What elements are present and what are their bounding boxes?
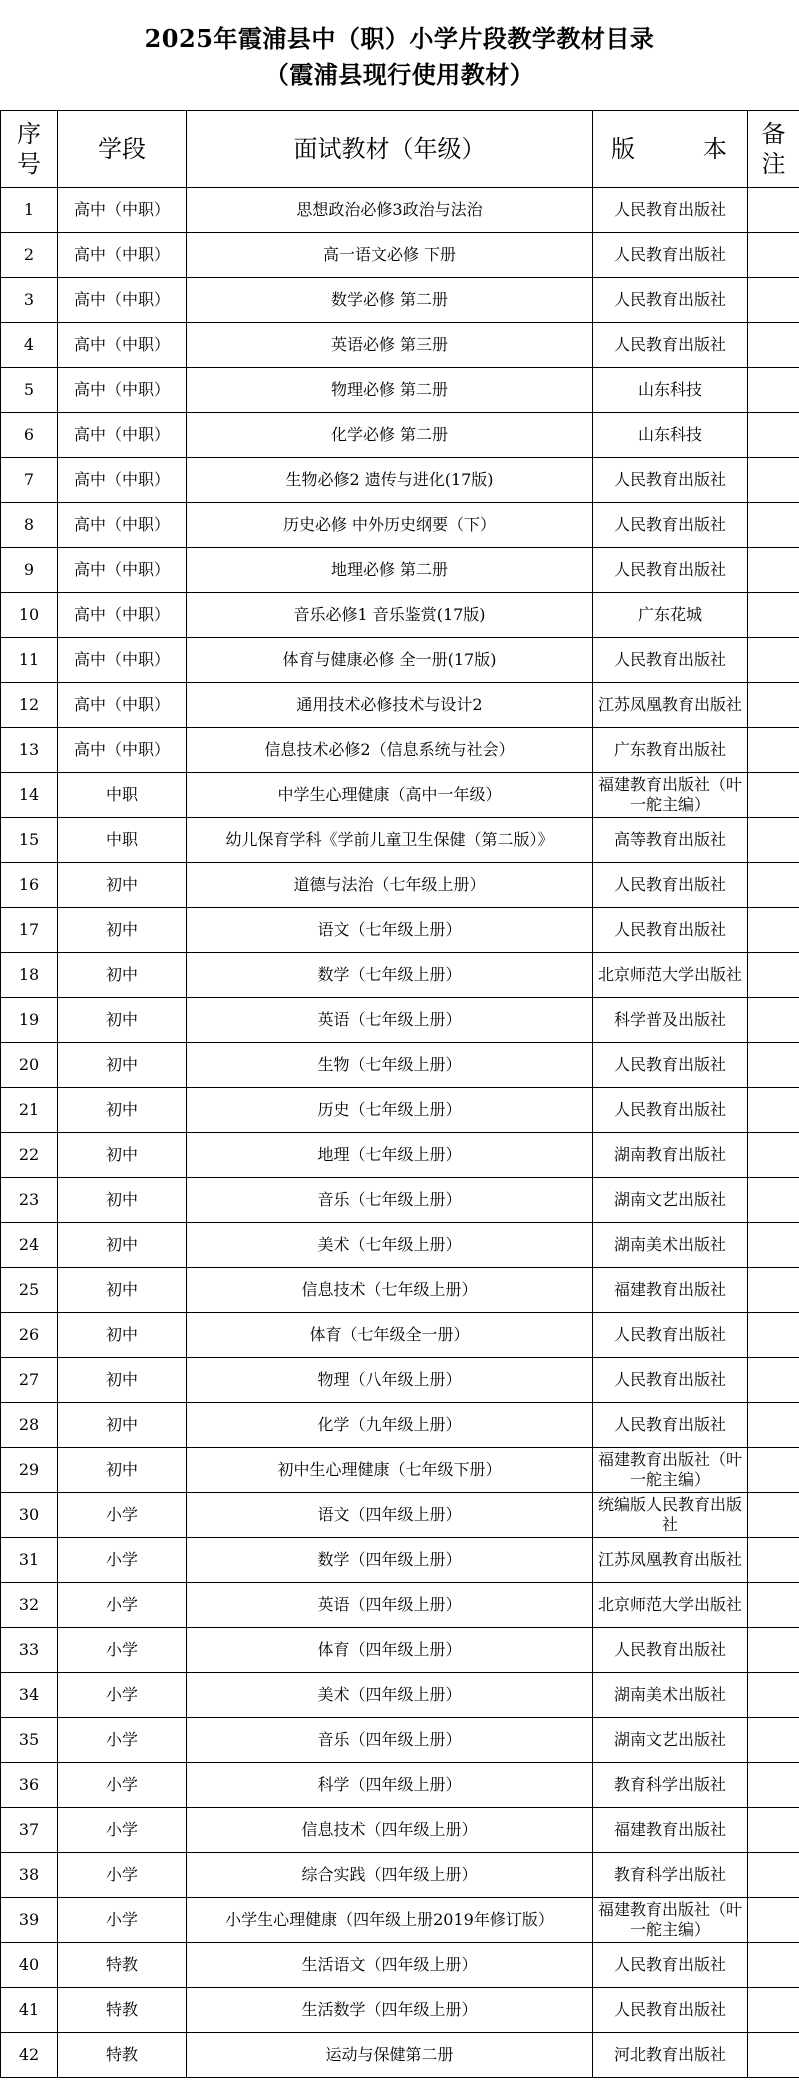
cell-publisher: 人民教育出版社 <box>593 1403 748 1448</box>
cell-stage: 初中 <box>58 908 187 953</box>
title-block <box>0 0 799 110</box>
cell-publisher: 人民教育出版社 <box>593 278 748 323</box>
cell-seq: 13 <box>1 728 58 773</box>
cell-textbook: 音乐必修1 音乐鉴赏(17版) <box>187 593 593 638</box>
table-row <box>1 1358 799 1403</box>
table-row <box>1 953 799 998</box>
table-row <box>1 548 799 593</box>
header-note-line1: 备 <box>761 120 786 148</box>
cell-publisher: 福建教育出版社 <box>593 1268 748 1313</box>
table-row <box>1 1808 799 1853</box>
cell-publisher: 福建教育出版社（叶一舵主编） <box>593 773 748 818</box>
cell-publisher: 广东花城 <box>593 593 748 638</box>
cell-note <box>748 2033 799 2078</box>
cell-textbook: 美术（七年级上册） <box>187 1223 593 1268</box>
header-stage: 学段 <box>58 111 187 188</box>
cell-seq: 39 <box>1 1898 58 1943</box>
cell-textbook: 体育与健康必修 全一册(17版) <box>187 638 593 683</box>
cell-stage: 小学 <box>58 1493 187 1538</box>
cell-publisher: 人民教育出版社 <box>593 863 748 908</box>
cell-stage: 初中 <box>58 1223 187 1268</box>
table-row <box>1 1313 799 1358</box>
cell-seq: 15 <box>1 818 58 863</box>
cell-textbook: 运动与保健第二册 <box>187 2033 593 2078</box>
table-header <box>1 111 799 188</box>
cell-note <box>748 548 799 593</box>
cell-publisher: 湖南教育出版社 <box>593 1133 748 1178</box>
table-row <box>1 1583 799 1628</box>
cell-seq: 16 <box>1 863 58 908</box>
cell-seq: 25 <box>1 1268 58 1313</box>
cell-stage: 小学 <box>58 1628 187 1673</box>
cell-note <box>748 188 799 233</box>
cell-seq: 1 <box>1 188 58 233</box>
table-row <box>1 188 799 233</box>
cell-stage: 小学 <box>58 1763 187 1808</box>
cell-note <box>748 503 799 548</box>
cell-note <box>748 278 799 323</box>
table-row <box>1 503 799 548</box>
cell-stage: 特教 <box>58 1988 187 2033</box>
cell-seq: 37 <box>1 1808 58 1853</box>
cell-stage: 特教 <box>58 1943 187 1988</box>
cell-note <box>748 323 799 368</box>
header-seq <box>1 111 58 188</box>
cell-stage: 小学 <box>58 1673 187 1718</box>
cell-textbook: 体育（四年级上册） <box>187 1628 593 1673</box>
table-row <box>1 1133 799 1178</box>
cell-seq: 19 <box>1 998 58 1043</box>
cell-textbook: 高一语文必修 下册 <box>187 233 593 278</box>
cell-publisher: 人民教育出版社 <box>593 1088 748 1133</box>
table-row <box>1 818 799 863</box>
table-row <box>1 413 799 458</box>
cell-seq: 7 <box>1 458 58 503</box>
table-row <box>1 1403 799 1448</box>
cell-seq: 42 <box>1 2033 58 2078</box>
cell-stage: 初中 <box>58 1403 187 1448</box>
cell-note <box>748 1133 799 1178</box>
cell-textbook: 生物必修2 遗传与进化(17版) <box>187 458 593 503</box>
cell-publisher: 人民教育出版社 <box>593 1313 748 1358</box>
cell-note <box>748 1718 799 1763</box>
cell-publisher: 人民教育出版社 <box>593 458 748 503</box>
cell-seq: 35 <box>1 1718 58 1763</box>
cell-note <box>748 1943 799 1988</box>
cell-publisher: 人民教育出版社 <box>593 638 748 683</box>
cell-seq: 38 <box>1 1853 58 1898</box>
cell-seq: 3 <box>1 278 58 323</box>
table-row <box>1 1718 799 1763</box>
cell-seq: 11 <box>1 638 58 683</box>
cell-seq: 29 <box>1 1448 58 1493</box>
table-row <box>1 728 799 773</box>
cell-note <box>748 1583 799 1628</box>
cell-textbook: 信息技术必修2（信息系统与社会） <box>187 728 593 773</box>
cell-seq: 36 <box>1 1763 58 1808</box>
cell-stage: 高中（中职） <box>58 413 187 458</box>
cell-textbook: 语文（四年级上册） <box>187 1493 593 1538</box>
cell-note <box>748 368 799 413</box>
cell-stage: 高中（中职） <box>58 638 187 683</box>
table-row <box>1 1628 799 1673</box>
cell-publisher: 北京师范大学出版社 <box>593 1583 748 1628</box>
header-publisher-b: 本 <box>703 135 727 163</box>
textbook-table <box>0 110 799 2078</box>
header-seq-line2: 号 <box>17 150 41 178</box>
cell-textbook: 美术（四年级上册） <box>187 1673 593 1718</box>
cell-note <box>748 1493 799 1538</box>
table-row <box>1 1988 799 2033</box>
cell-textbook: 物理（八年级上册） <box>187 1358 593 1403</box>
cell-stage: 初中 <box>58 1088 187 1133</box>
cell-stage: 初中 <box>58 1313 187 1358</box>
cell-textbook: 道德与法治（七年级上册） <box>187 863 593 908</box>
header-publisher <box>593 111 748 188</box>
table-row <box>1 1448 799 1493</box>
cell-publisher: 湖南文艺出版社 <box>593 1178 748 1223</box>
cell-seq: 17 <box>1 908 58 953</box>
cell-seq: 4 <box>1 323 58 368</box>
cell-stage: 高中（中职） <box>58 593 187 638</box>
table-row <box>1 323 799 368</box>
cell-publisher: 广东教育出版社 <box>593 728 748 773</box>
table-row <box>1 368 799 413</box>
table-row <box>1 233 799 278</box>
cell-note <box>748 1268 799 1313</box>
cell-note <box>748 1898 799 1943</box>
cell-textbook: 信息技术（七年级上册） <box>187 1268 593 1313</box>
cell-publisher: 湖南美术出版社 <box>593 1223 748 1268</box>
header-publisher-a: 版 <box>611 135 635 163</box>
cell-publisher: 人民教育出版社 <box>593 1358 748 1403</box>
cell-stage: 初中 <box>58 1178 187 1223</box>
cell-seq: 22 <box>1 1133 58 1178</box>
header-note <box>748 111 799 188</box>
cell-publisher: 人民教育出版社 <box>593 323 748 368</box>
cell-note <box>748 1358 799 1403</box>
cell-note <box>748 953 799 998</box>
cell-textbook: 物理必修 第二册 <box>187 368 593 413</box>
table-row <box>1 2033 799 2078</box>
cell-note <box>748 1763 799 1808</box>
cell-note <box>748 1043 799 1088</box>
cell-note <box>748 728 799 773</box>
cell-stage: 初中 <box>58 863 187 908</box>
header-seq-line1: 序 <box>17 120 41 148</box>
cell-textbook: 中学生心理健康（高中一年级） <box>187 773 593 818</box>
cell-publisher: 人民教育出版社 <box>593 908 748 953</box>
cell-publisher: 湖南文艺出版社 <box>593 1718 748 1763</box>
cell-stage: 初中 <box>58 1268 187 1313</box>
cell-textbook: 生物（七年级上册） <box>187 1043 593 1088</box>
cell-seq: 2 <box>1 233 58 278</box>
cell-publisher: 山东科技 <box>593 368 748 413</box>
table-row <box>1 1223 799 1268</box>
cell-publisher: 人民教育出版社 <box>593 548 748 593</box>
cell-seq: 8 <box>1 503 58 548</box>
cell-seq: 41 <box>1 1988 58 2033</box>
cell-textbook: 数学必修 第二册 <box>187 278 593 323</box>
cell-stage: 高中（中职） <box>58 278 187 323</box>
cell-note <box>748 1628 799 1673</box>
cell-publisher: 江苏凤凰教育出版社 <box>593 683 748 728</box>
cell-textbook: 幼儿保育学科《学前儿童卫生保健（第二版）》 <box>187 818 593 863</box>
cell-stage: 高中（中职） <box>58 548 187 593</box>
cell-seq: 31 <box>1 1538 58 1583</box>
cell-seq: 21 <box>1 1088 58 1133</box>
cell-note <box>748 818 799 863</box>
cell-note <box>748 1673 799 1718</box>
cell-textbook: 历史必修 中外历史纲要（下） <box>187 503 593 548</box>
cell-stage: 小学 <box>58 1718 187 1763</box>
cell-publisher: 统编版人民教育出版社 <box>593 1493 748 1538</box>
cell-seq: 24 <box>1 1223 58 1268</box>
cell-publisher: 福建教育出版社（叶一舵主编） <box>593 1898 748 1943</box>
cell-stage: 小学 <box>58 1538 187 1583</box>
cell-note <box>748 413 799 458</box>
cell-note <box>748 908 799 953</box>
cell-note <box>748 773 799 818</box>
table-row <box>1 683 799 728</box>
cell-stage: 初中 <box>58 1358 187 1403</box>
cell-textbook: 体育（七年级全一册） <box>187 1313 593 1358</box>
table-row <box>1 1898 799 1943</box>
cell-textbook: 英语（四年级上册） <box>187 1583 593 1628</box>
cell-stage: 高中（中职） <box>58 233 187 278</box>
table-row <box>1 863 799 908</box>
cell-publisher: 河北教育出版社 <box>593 2033 748 2078</box>
cell-textbook: 科学（四年级上册） <box>187 1763 593 1808</box>
cell-seq: 5 <box>1 368 58 413</box>
table-row <box>1 1493 799 1538</box>
cell-stage: 高中（中职） <box>58 503 187 548</box>
cell-note <box>748 1538 799 1583</box>
table-row <box>1 1043 799 1088</box>
cell-seq: 10 <box>1 593 58 638</box>
cell-seq: 34 <box>1 1673 58 1718</box>
cell-publisher: 人民教育出版社 <box>593 233 748 278</box>
cell-note <box>748 1313 799 1358</box>
cell-publisher: 北京师范大学出版社 <box>593 953 748 998</box>
cell-stage: 高中（中职） <box>58 368 187 413</box>
cell-seq: 18 <box>1 953 58 998</box>
cell-textbook: 数学（七年级上册） <box>187 953 593 998</box>
cell-seq: 9 <box>1 548 58 593</box>
cell-textbook: 地理必修 第二册 <box>187 548 593 593</box>
cell-seq: 32 <box>1 1583 58 1628</box>
cell-note <box>748 1853 799 1898</box>
cell-stage: 小学 <box>58 1808 187 1853</box>
cell-note <box>748 638 799 683</box>
table-row <box>1 278 799 323</box>
cell-publisher: 高等教育出版社 <box>593 818 748 863</box>
cell-stage: 高中（中职） <box>58 458 187 503</box>
cell-textbook: 化学（九年级上册） <box>187 1403 593 1448</box>
cell-stage: 小学 <box>58 1583 187 1628</box>
document-title: 2025年霞浦县中（职）小学片段教学教材目录 <box>144 24 655 53</box>
cell-stage: 初中 <box>58 1133 187 1178</box>
cell-seq: 14 <box>1 773 58 818</box>
cell-seq: 28 <box>1 1403 58 1448</box>
cell-note <box>748 1088 799 1133</box>
table-row <box>1 1943 799 1988</box>
cell-textbook: 地理（七年级上册） <box>187 1133 593 1178</box>
cell-seq: 40 <box>1 1943 58 1988</box>
table-row <box>1 593 799 638</box>
cell-stage: 高中（中职） <box>58 323 187 368</box>
cell-stage: 初中 <box>58 1043 187 1088</box>
cell-textbook: 通用技术必修技术与设计2 <box>187 683 593 728</box>
table-row <box>1 1763 799 1808</box>
cell-publisher: 人民教育出版社 <box>593 1628 748 1673</box>
table-row <box>1 458 799 503</box>
cell-stage: 特教 <box>58 2033 187 2078</box>
table-row <box>1 773 799 818</box>
cell-publisher: 人民教育出版社 <box>593 1043 748 1088</box>
table-row <box>1 1178 799 1223</box>
cell-stage: 高中（中职） <box>58 728 187 773</box>
cell-publisher: 江苏凤凰教育出版社 <box>593 1538 748 1583</box>
table-row <box>1 1853 799 1898</box>
cell-textbook: 音乐（四年级上册） <box>187 1718 593 1763</box>
table-row <box>1 638 799 683</box>
cell-textbook: 生活数学（四年级上册） <box>187 1988 593 2033</box>
cell-seq: 23 <box>1 1178 58 1223</box>
cell-textbook: 英语（七年级上册） <box>187 998 593 1043</box>
cell-note <box>748 1403 799 1448</box>
cell-publisher: 福建教育出版社 <box>593 1808 748 1853</box>
cell-publisher: 人民教育出版社 <box>593 1943 748 1988</box>
cell-note <box>748 458 799 503</box>
table-body <box>1 188 799 2078</box>
cell-publisher: 教育科学出版社 <box>593 1763 748 1808</box>
cell-publisher: 山东科技 <box>593 413 748 458</box>
cell-note <box>748 1448 799 1493</box>
cell-textbook: 信息技术（四年级上册） <box>187 1808 593 1853</box>
header-textbook: 面试教材（年级） <box>187 111 593 188</box>
cell-note <box>748 863 799 908</box>
cell-seq: 30 <box>1 1493 58 1538</box>
table-row <box>1 1088 799 1133</box>
cell-publisher: 科学普及出版社 <box>593 998 748 1043</box>
cell-stage: 中职 <box>58 773 187 818</box>
cell-stage: 中职 <box>58 818 187 863</box>
cell-seq: 12 <box>1 683 58 728</box>
table-row <box>1 1538 799 1583</box>
cell-textbook: 数学（四年级上册） <box>187 1538 593 1583</box>
cell-publisher: 人民教育出版社 <box>593 503 748 548</box>
table-row <box>1 1673 799 1718</box>
cell-textbook: 综合实践（四年级上册） <box>187 1853 593 1898</box>
cell-note <box>748 1808 799 1853</box>
cell-seq: 6 <box>1 413 58 458</box>
cell-seq: 20 <box>1 1043 58 1088</box>
cell-textbook: 语文（七年级上册） <box>187 908 593 953</box>
cell-stage: 小学 <box>58 1898 187 1943</box>
cell-publisher: 福建教育出版社（叶一舵主编） <box>593 1448 748 1493</box>
cell-seq: 27 <box>1 1358 58 1403</box>
cell-stage: 高中（中职） <box>58 188 187 233</box>
cell-publisher: 教育科学出版社 <box>593 1853 748 1898</box>
cell-note <box>748 233 799 278</box>
cell-textbook: 小学生心理健康（四年级上册2019年修订版） <box>187 1898 593 1943</box>
cell-publisher: 人民教育出版社 <box>593 188 748 233</box>
cell-note <box>748 593 799 638</box>
cell-stage: 初中 <box>58 998 187 1043</box>
cell-note <box>748 1223 799 1268</box>
cell-textbook: 生活语文（四年级上册） <box>187 1943 593 1988</box>
cell-note <box>748 683 799 728</box>
cell-note <box>748 1988 799 2033</box>
cell-note <box>748 998 799 1043</box>
table-row <box>1 1268 799 1313</box>
cell-textbook: 历史（七年级上册） <box>187 1088 593 1133</box>
cell-publisher: 人民教育出版社 <box>593 1988 748 2033</box>
cell-textbook: 初中生心理健康（七年级下册） <box>187 1448 593 1493</box>
document-subtitle: （霞浦县现行使用教材） <box>264 60 535 89</box>
cell-textbook: 思想政治必修3政治与法治 <box>187 188 593 233</box>
cell-textbook: 化学必修 第二册 <box>187 413 593 458</box>
cell-stage: 初中 <box>58 953 187 998</box>
cell-textbook: 音乐（七年级上册） <box>187 1178 593 1223</box>
cell-note <box>748 1178 799 1223</box>
cell-stage: 小学 <box>58 1853 187 1898</box>
cell-stage: 初中 <box>58 1448 187 1493</box>
cell-stage: 高中（中职） <box>58 683 187 728</box>
table-row <box>1 908 799 953</box>
cell-seq: 26 <box>1 1313 58 1358</box>
header-row <box>1 111 799 188</box>
cell-textbook: 英语必修 第三册 <box>187 323 593 368</box>
table-row <box>1 998 799 1043</box>
header-note-line2: 注 <box>761 150 786 178</box>
cell-seq: 33 <box>1 1628 58 1673</box>
cell-publisher: 湖南美术出版社 <box>593 1673 748 1718</box>
